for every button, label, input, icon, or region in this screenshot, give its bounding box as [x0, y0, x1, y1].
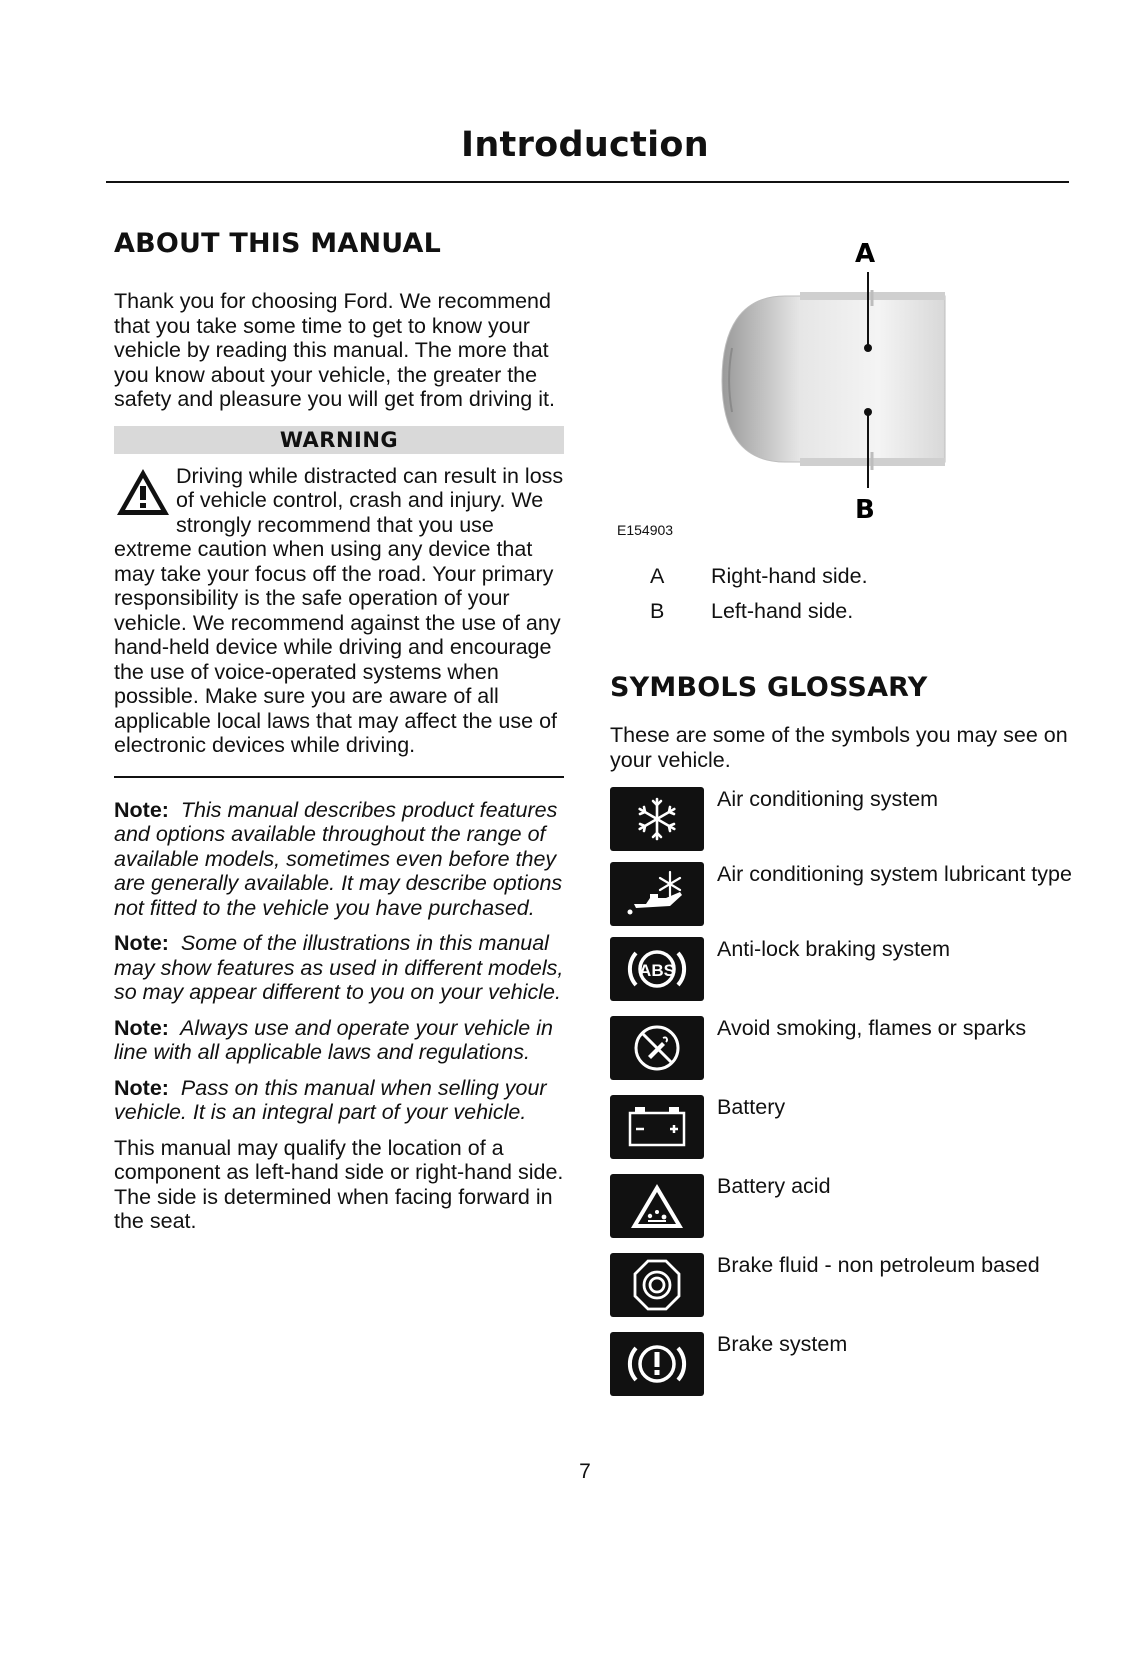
warning-divider: [114, 776, 564, 778]
legend-key: A: [650, 564, 665, 588]
legend-value: Right-hand side.: [711, 564, 868, 588]
note-text: Pass on this manual when selling your vehicle. It is an integral part of your vehicle.: [114, 1075, 547, 1124]
warning-triangle-icon: [114, 466, 172, 518]
battery-acid-icon: [610, 1174, 704, 1238]
symbol-label: Battery acid: [717, 1174, 831, 1198]
warning-block: [114, 464, 564, 758]
note-text: This manual describes product features and options available throughout the range of available models, sometimes even before they are generally available. It may describe options not fitted to the vehicle you have purchased.: [114, 797, 563, 920]
vehicle-side-figure: [610, 230, 950, 540]
figure-code: E154903: [617, 522, 674, 538]
symbol-label: Air conditioning system lubricant type: [717, 862, 1072, 886]
page-number: 7: [579, 1460, 591, 1483]
legend-value: Left-hand side.: [711, 599, 854, 623]
note-label: Note:: [114, 797, 169, 822]
legend-key: B: [650, 599, 665, 623]
about-heading: ABOUT THIS MANUAL: [114, 228, 442, 259]
symbol-label: Avoid smoking, flames or sparks: [717, 1016, 1027, 1040]
brake-system-icon: [610, 1332, 704, 1396]
figure-label-b: B: [855, 495, 875, 525]
note-label: Note:: [114, 1075, 169, 1100]
symbols-intro: These are some of the symbols you may see on your vehicle.: [610, 723, 1068, 772]
symbols-heading: SYMBOLS GLOSSARY: [610, 672, 928, 703]
page-title: Introduction: [461, 125, 709, 165]
note: [114, 1076, 564, 1125]
warning-label: WARNING: [114, 426, 564, 454]
symbol-label: Brake fluid - non petroleum based: [717, 1253, 1040, 1277]
symbol-label: Air conditioning system: [717, 787, 939, 811]
snowflake-icon: [610, 787, 704, 851]
note: [114, 798, 564, 921]
note-label: Note:: [114, 931, 169, 955]
note-text: Always use and operate your vehicle in line with all applicable laws and regulations.: [114, 1015, 553, 1064]
symbol-label: Brake system: [717, 1332, 848, 1356]
brake-fluid-icon: [610, 1253, 704, 1317]
about-intro: Thank you for choosing Ford. We recommend that you take some time to get to know your vehicle by reading this manual. The more that you know about your vehicle, the greater the safety and pleasure you will get from driving it.: [114, 289, 555, 411]
symbol-label: Battery: [717, 1095, 786, 1119]
warning-text: Driving while distracted can result in loss of vehicle control, crash and injury. We strongly recommend that you use extreme caution when using any device that may take your focus off the road. Your primary responsibility is the safe operation of your vehicle. We recommend against the use of any hand-held device while driving and encourage the use of voice-operated systems when possible. Make sure you are aware of all applicable local laws that may affect the use of electronic devices while driving.: [114, 463, 564, 757]
title-divider: [106, 181, 1069, 183]
oilcan-snowflake-icon: [610, 862, 704, 926]
note: [114, 1016, 564, 1065]
side-explanation: This manual may qualify the location of a component as left-hand side or right-hand side. The side is determined when facing forward in the seat.: [114, 1135, 564, 1233]
note: [114, 931, 564, 1005]
no-smoking-icon: [610, 1016, 704, 1080]
svg-text:ABS: ABS: [639, 961, 675, 980]
abs-icon: [610, 937, 704, 1001]
figure-label-a: A: [855, 239, 876, 269]
note-label: Note:: [114, 1015, 169, 1040]
note-text: Some of the illustrations in this manual may show features as used in different models, so may appear different to you on your vehicle.: [114, 931, 564, 1004]
left-column: [114, 228, 564, 1234]
symbol-label: Anti-lock braking system: [717, 937, 950, 961]
battery-icon: [610, 1095, 704, 1159]
